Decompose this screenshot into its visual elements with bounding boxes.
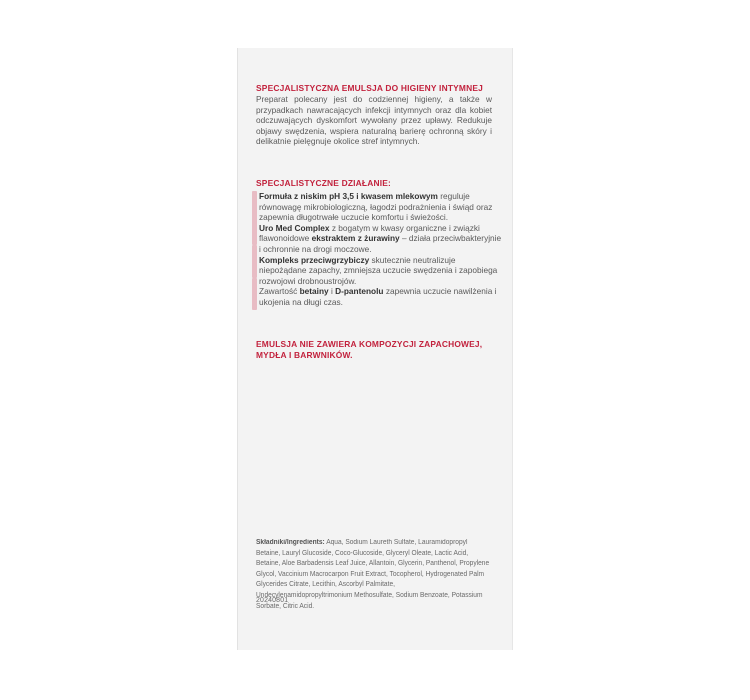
- ingredients-text: Aqua, Sodium Laureth Sulfate, Lauramidopropyl Betaine, Lauryl Glucoside, Coco-Glucoside, Glyceryl Oleate, Lactic Acid, Betaine, Aloe Barbadensis Leaf Juice, Allantoin, Glycerin, Panthenol, Propylene Glycol, Vaccinium Macrocarpon Fruit Extract, Tocopherol, Hydrogenated Palm Glycerides Citrate, Lecithin, Ascorbyl Palmitate, Undecylenamidopropyltrimonium Methosulfate, Sodium Benzoate, Potassium Sorbate, Citric Acid.: [256, 539, 490, 610]
- action-item-bold: Uro Med Complex: [259, 222, 330, 233]
- action-item-text: reguluje równowagę mikrobiologiczną, łagodzi podrażnienia i świąd oraz zapewnia długotrwałe uczucie komfortu i świeżości.: [259, 191, 493, 223]
- accent-bar: [252, 278, 257, 310]
- action-item-text: z bogatym w kwasy organiczne i związki flawonoidowe: [259, 222, 480, 244]
- action-item-text: zapewnia uczucie nawilżenia i ukojenia na długi czas.: [259, 286, 497, 307]
- action-item-uro-med: [259, 223, 503, 255]
- ingredients-label: Składniki/Ingredients:: [256, 539, 325, 546]
- action-item-antifungal: [259, 255, 503, 287]
- action-item-text: skutecznie neutralizuje niepożądane zapachy, zmniejsza uczucie swędzenia i zapobiega rozwojowi drobnoustrojów.: [259, 254, 498, 286]
- accent-bar: [252, 245, 257, 278]
- heading-action: SPECJALISTYCZNE DZIAŁANIE:: [256, 178, 392, 188]
- product-label-panel: [237, 48, 513, 650]
- action-item-bold: ekstraktem z żurawiny: [311, 233, 400, 244]
- action-item-ph-formula: [259, 191, 503, 223]
- heading-free-from: EMULSJA NIE ZAWIERA KOMPOZYCJI ZAPACHOWEJ, MYDŁA I BARWNIKÓW.: [256, 339, 483, 360]
- action-item-betaine: [259, 286, 503, 307]
- heading-product-name: SPECJALISTYCZNA EMULSJA DO HIGIENY INTYMNEJ: [256, 83, 483, 93]
- action-item-bold: Kompleks przeciwgrzybiczy: [259, 254, 370, 265]
- action-item-bold: Formuła z niskim pH 3,5 i kwasem mlekowym: [259, 191, 438, 201]
- action-list: [259, 191, 503, 308]
- action-item-text: Zawartość: [259, 286, 300, 297]
- action-item-text: i: [328, 286, 336, 297]
- action-item-bold: D-pantenolu: [335, 286, 384, 297]
- action-item-text: – działa przeciwbakteryjnie i ochronnie na drogi moczowe.: [259, 233, 502, 254]
- product-description: Preparat polecany jest do codziennej higieny, a także w przypadkach nawracających infekcji intymnych oraz dla kobiet odczuwających dyskomfort wywołany przez upławy. Redukuje objawy swędzenia, wspiera naturalną barierę ochronną skóry i delikatnie pielęgnuje okolice stref intymnych.: [256, 94, 492, 147]
- action-item-bold: betainy: [299, 286, 329, 297]
- accent-bar: [252, 191, 257, 245]
- batch-code: 20240801: [256, 597, 289, 604]
- ingredients-list: [256, 538, 490, 612]
